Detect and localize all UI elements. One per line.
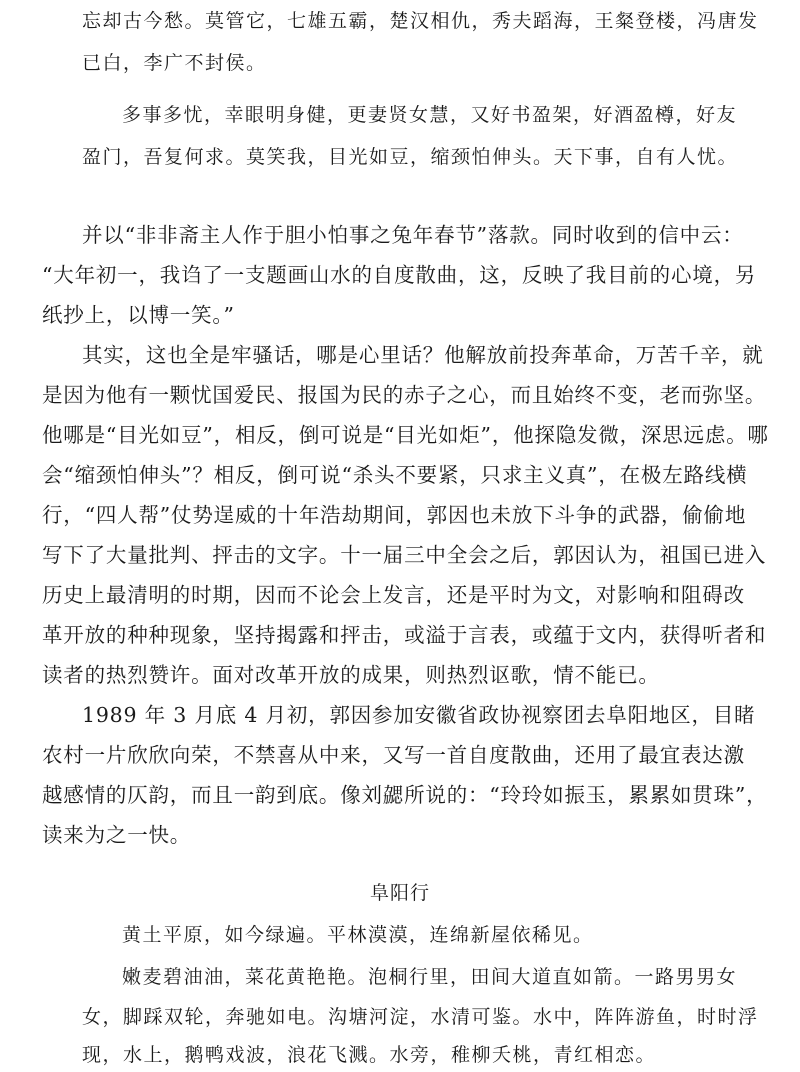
prose-p2-line-1: 其实，这也全是牢骚话，哪是心里话？他解放前投奔革命，万苦千辛，就 [82,343,764,367]
poem2-line-2: 嫩麦碧油油，菜花黄艳艳。泡桐行里，田间大道直如箭。一路男男女 [122,966,738,988]
poem2-line-3: 女，脚踩双轮，奔驰如电。沟塘河淀，水清可鉴。水中，阵阵游鱼，时时浮 [82,1006,759,1028]
prose-p1-line-3: 纸抄上，以博一笑。” [42,303,235,327]
prose-p1-line-2: “大年初一，我诌了一支题画山水的自度散曲，这，反映了我目前的心境，另 [42,263,757,287]
prose-p2-line-6: 写下了大量批判、抨击的文字。十一届三中全会之后，郭因认为，祖国已进入 [42,543,767,567]
prose-p3-line-3: 越感情的仄韵，而且一韵到底。像刘勰所说的：“玲玲如振玉，累累如贯珠”， [42,783,768,807]
poem1-line-3: 多事多忧，幸眼明身健，更妻贤女慧，又好书盈架，好酒盈樽，好友 [122,104,738,126]
prose-p2-line-8: 革开放的种种现象，坚持揭露和抨击，或溢于言表，或蕴于文内，获得听者和 [42,623,767,647]
prose-p3-line-2: 农村一片欣欣向荣，不禁喜从中来，又写一首自度散曲，还用了最宜表达激 [42,743,745,767]
prose-p2-line-4: 会“缩颈怕伸头”？相反，倒可说“杀头不要紧，只求主义真”，在极左路线横 [42,463,748,487]
poem2-line-1: 黄土平原，如今绿遍。平林漠漠，连绵新屋依稀见。 [122,924,594,946]
poem2-line-4: 现，水上，鹅鸭戏波，浪花飞溅。水旁，稚柳夭桃，青红相恋。 [82,1044,657,1066]
prose-p3-line-1: 1989 年 3 月底 4 月初，郭因参加安徽省政协视察团去阜阳地区，目睹 [82,703,756,727]
prose-p2-line-2: 是因为他有一颗忧国爱民、报国为民的赤子之心，而且始终不变，老而弥坚。 [42,383,767,407]
prose-p3-line-4: 读来为之一快。 [42,823,192,847]
poem1-line-1: 忘却古今愁。莫管它，七雄五霸，楚汉相仇，秀夫蹈海，王粲登楼，冯唐发 [82,10,759,32]
prose-p2-line-9: 读者的热烈赞许。面对改革开放的成果，则热烈讴歌，情不能已。 [42,663,660,687]
prose-p2-line-5: 行，“四人帮”仗势逞威的十年浩劫期间，郭因也未放下斗争的武器，偷偷地 [42,503,747,527]
prose-p2-line-7: 历史上最清明的时期，因而不论会上发言，还是平时为文，对影响和阻碍改 [42,583,745,607]
poem1-line-4: 盈门，吾复何求。莫笑我，目光如豆，缩颈怕伸头。天下事，自有人忧。 [82,146,739,168]
poem-title: 阜阳行 [369,882,430,904]
prose-p1-line-1: 并以“非非斋主人作于胆小怕事之兔年春节”落款。同时收到的信中云： [82,223,744,247]
poem1-line-2: 已白，李广不封侯。 [82,52,267,74]
prose-p2-line-3: 他哪是“目光如豆”，相反，倒可说是“目光如炬”，他探隐发微，深思远虑。哪 [42,423,769,447]
